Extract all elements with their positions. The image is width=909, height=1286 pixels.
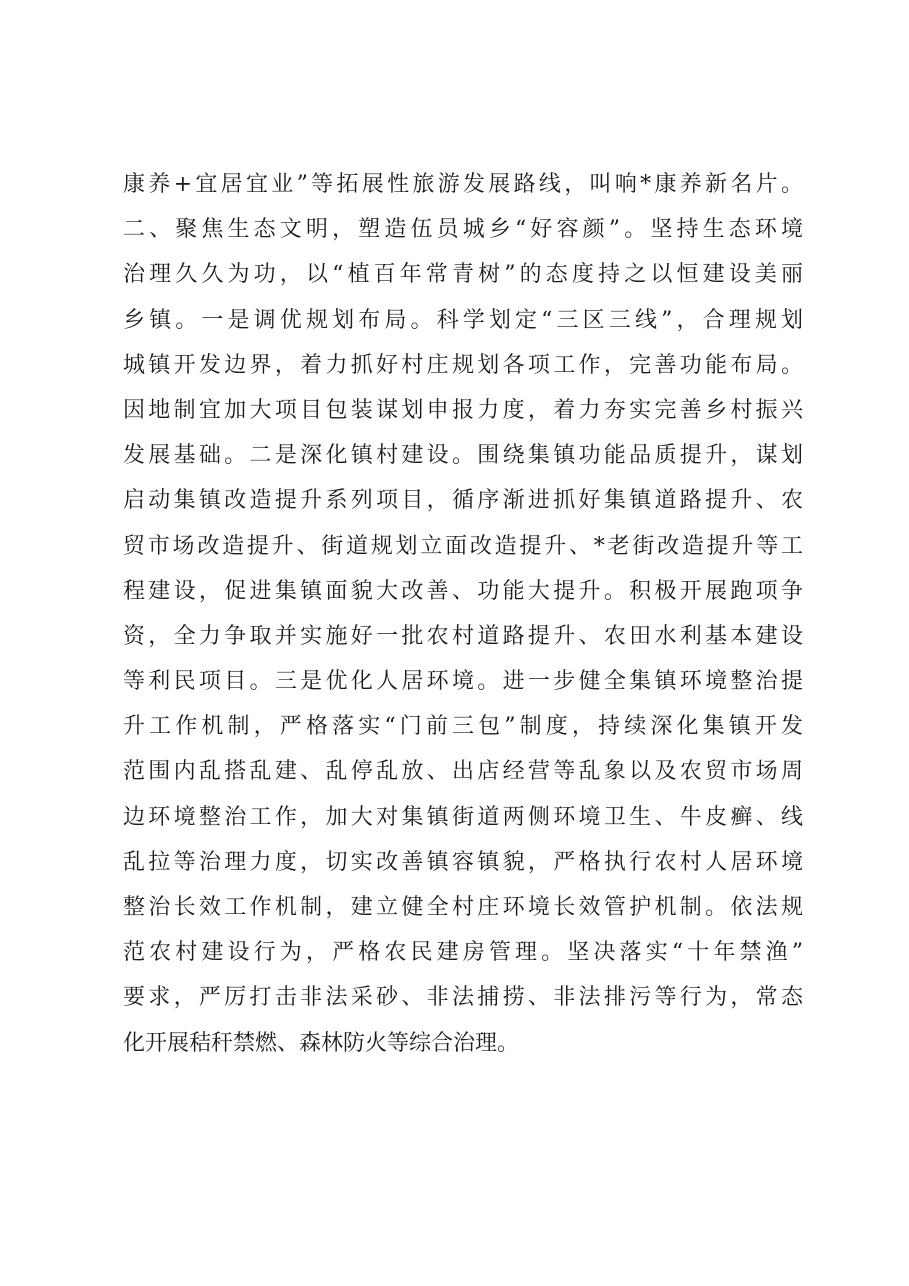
text-line: 发展基础。二是深化镇村建设。围绕集镇功能品质提升，谋划	[123, 443, 803, 469]
text-line: 因地制宜加大项目包装谋划申报力度，着力夯实完善乡村振兴	[123, 397, 803, 423]
text-line: 化开展秸秆禁燃、森林防火等综合治理。	[123, 1030, 520, 1056]
text-line: 升工作机制，严格落实“门前三包”制度，持续深化集镇开发	[123, 714, 803, 740]
text-line: 等利民项目。三是优化人居环境。进一步健全集镇环境整治提	[123, 669, 803, 695]
text-line: 要求，严厉打击非法采砂、非法捕捞、非法排污等行为，常态	[123, 985, 803, 1011]
text-line: 资，全力争取并实施好一批农村道路提升、农田水利基本建设	[123, 623, 803, 649]
text-line: 范围内乱搭乱建、乱停乱放、出店经营等乱象以及农贸市场周	[123, 759, 803, 785]
text-line: 程建设，促进集镇面貌大改善、功能大提升。积极开展跑项争	[123, 578, 803, 604]
text-line: 乡镇。一是调优规划布局。科学划定“三区三线”，合理规划	[123, 307, 803, 333]
text-line: 二、聚焦生态文明，塑造伍员城乡“好容颜”。坚持生态环境	[123, 217, 803, 243]
body-text	[123, 162, 803, 1066]
text-line: 乱拉等治理力度，切实改善镇容镇貌，严格执行农村人居环境	[123, 849, 803, 875]
text-line: 贸市场改造提升、街道规划立面改造提升、*老街改造提升等工	[123, 533, 803, 559]
text-line: 启动集镇改造提升系列项目，循序渐进抓好集镇道路提升、农	[123, 488, 803, 514]
text-line: 范农村建设行为，严格农民建房管理。坚决落实“十年禁渔”	[123, 940, 803, 966]
text-line: 治理久久为功，以“植百年常青树”的态度持之以恒建设美丽	[123, 262, 803, 288]
text-line: 康养+宜居宜业”等拓展性旅游发展路线，叫响*康养新名片。	[123, 172, 803, 197]
text-line: 城镇开发边界，着力抓好村庄规划各项工作，完善功能布局。	[123, 352, 803, 378]
text-line: 边环境整治工作，加大对集镇街道两侧环境卫生、牛皮癣、线	[123, 804, 803, 830]
text-line: 整治长效工作机制，建立健全村庄环境长效管护机制。依法规	[123, 895, 803, 920]
